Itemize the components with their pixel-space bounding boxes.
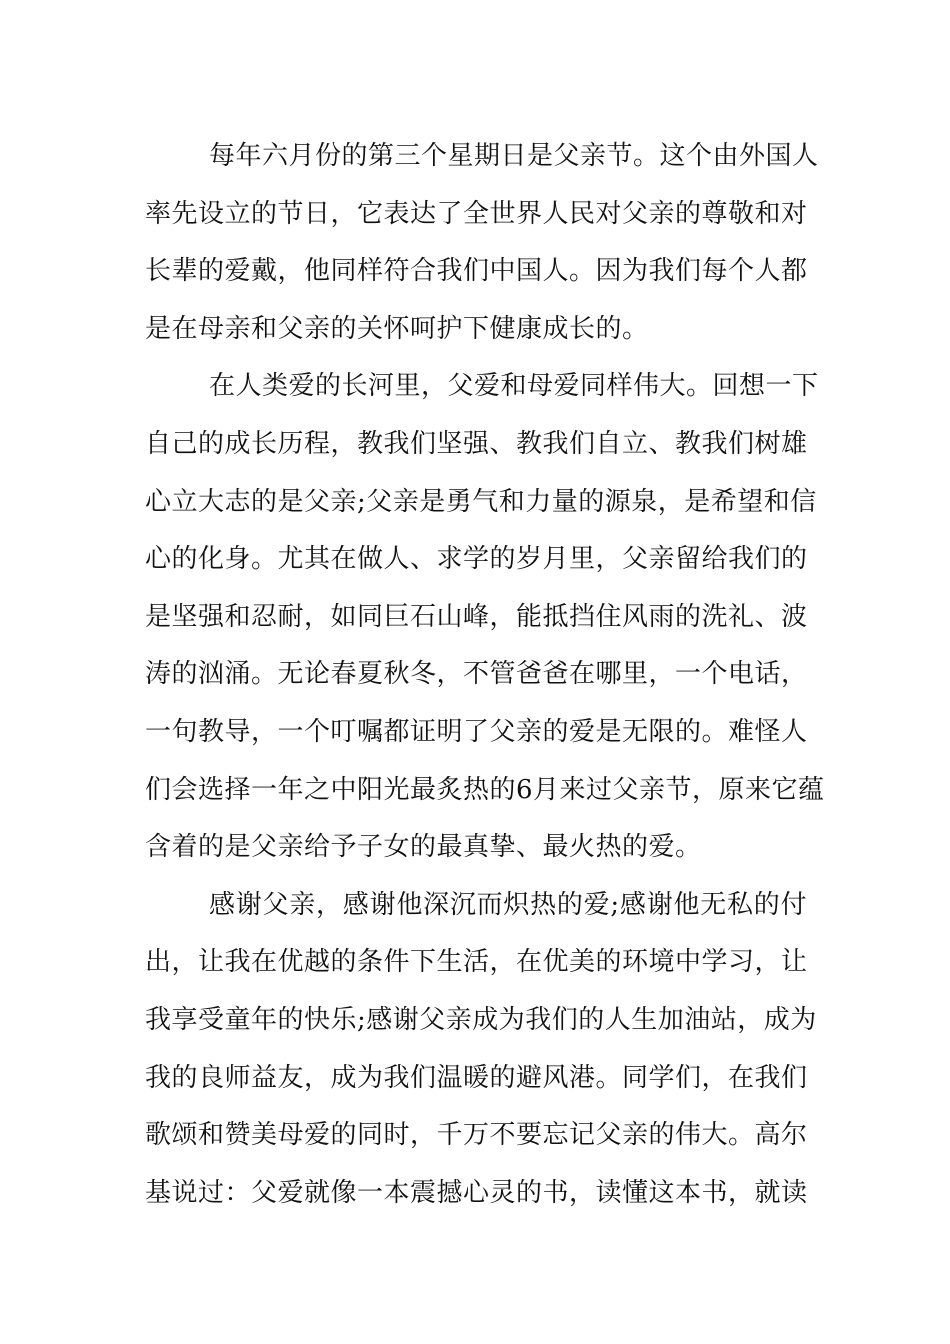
text-line: 长辈的爱戴，他同样符合我们中国人。因为我们每个人都 [145, 256, 808, 287]
text-line: 心立大志的是父亲;父亲是勇气和力量的源泉，是希望和信 [145, 486, 817, 517]
text-line: 涛的汹涌。无论春夏秋冬，不管爸爸在哪里，一个电话， [145, 659, 808, 690]
paragraph-1 [145, 128, 819, 358]
paragraph-3 [145, 877, 817, 1223]
text-line: 自己的成长历程，教我们坚强、教我们自立、教我们树雄 [145, 428, 808, 459]
text-line: 我的良师益友，成为我们温暖的避风港。同学们，在我们 [145, 1062, 808, 1093]
text-line: 感谢父亲，感谢他深沉而炽热的爱;感谢他无私的付 [209, 889, 807, 920]
text-line: 是在母亲和父亲的关怀呵护下健康成长的。 [145, 313, 649, 344]
text-line: 一句教导，一个叮嘱都证明了父亲的爱是无限的。难怪人 [145, 716, 808, 747]
text-line: 含着的是父亲给予子女的最真挚、最火热的爱。 [145, 832, 702, 863]
text-line: 每年六月份的第三个星期日是父亲节。这个由外国人 [209, 141, 819, 171]
text-line: 歌颂和赞美母爱的同时，千万不要忘记父亲的伟大。高尔 [145, 1120, 808, 1151]
text-line: 心的化身。尤其在做人、求学的岁月里，父亲留给我们的 [145, 544, 808, 575]
text-line: 是坚强和忍耐，如同巨石山峰，能抵挡住风雨的洗礼、波 [145, 601, 808, 632]
paragraph-2 [145, 358, 825, 876]
text-line: 基说过：父爱就像一本震撼心灵的书，读懂这本书，就读 [145, 1177, 808, 1208]
text-line: 我享受童年的快乐;感谢父亲成为我们的人生加油站，成为 [145, 1004, 817, 1035]
text-line: 率先设立的节日，它表达了全世界人民对父亲的尊敬和对 [145, 198, 808, 229]
text-line: 出，让我在优越的条件下生活，在优美的环境中学习，让 [145, 947, 808, 978]
text-line: 在人类爱的长河里，父爱和母爱同样伟大。回想一下 [209, 371, 819, 402]
document-body [145, 128, 825, 1222]
text-line: 们会选择一年之中阳光最炙热的6月来过父亲节，原来它蕴 [145, 774, 825, 805]
